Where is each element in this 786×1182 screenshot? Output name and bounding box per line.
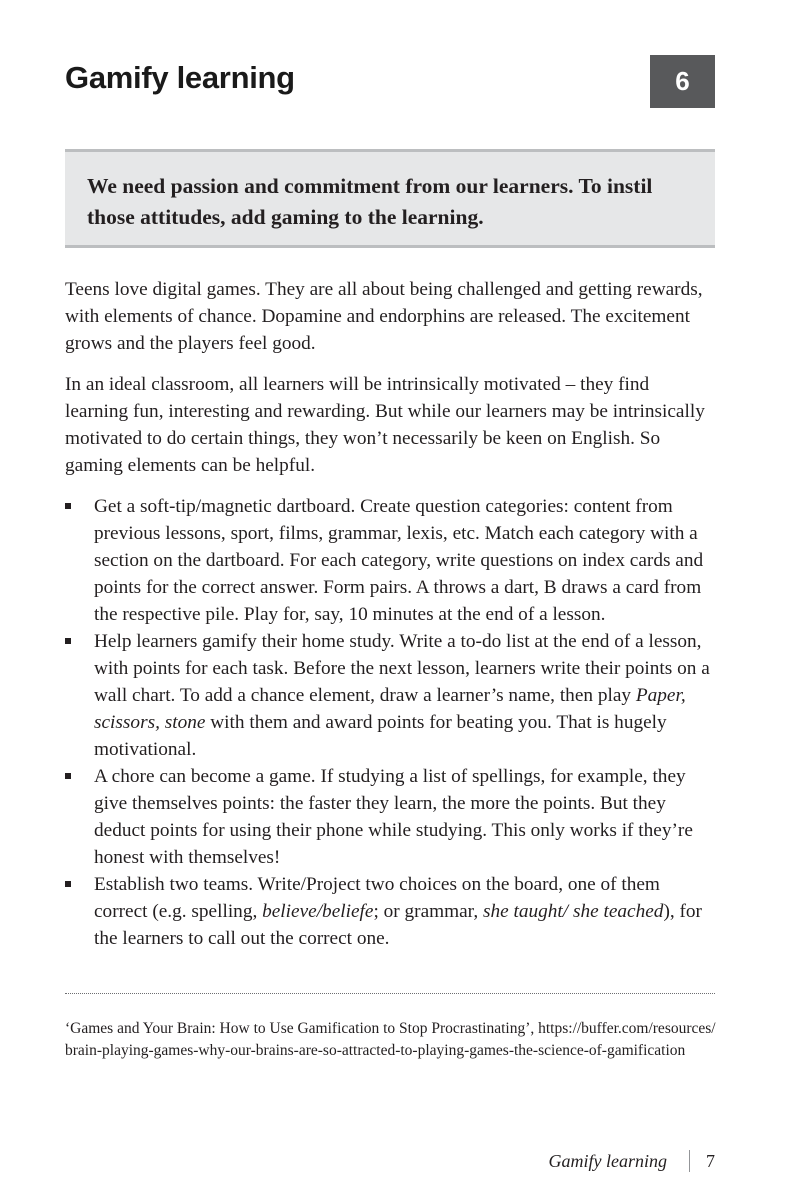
game-title-italic: Paper, scissors, stone	[94, 685, 686, 733]
list-item-text: ), for the learners to call out the correct one.	[94, 901, 702, 949]
page-footer	[549, 1150, 716, 1172]
running-title: Gamify learning	[548, 1150, 667, 1171]
footnote: ‘Games and Your Brain: How to Use Gamification to Stop Procrastinating’, https://buffer.com/resources/brain-playing-games-why-our-brains-are-so-attracted-to-playing-games-the-science-of-gamification	[65, 1020, 716, 1059]
list-item	[65, 871, 717, 952]
list-item-text: A chore can become a game. If studying a list of spellings, for example, they give themselves points: the faster they learn, the more the points. But they deduct points for using their phone while studying. This only works if they’re honest with themselves!	[94, 766, 693, 868]
list-item	[65, 493, 717, 628]
intro-paragraph: Teens love digital games. They are all about being challenged and getting rewards, with elements of chance. Dopamine and endorphins are released. The excitement grows and the players feel good.	[65, 279, 703, 354]
list-item	[65, 628, 717, 763]
page-title: Gamify learning	[65, 60, 295, 95]
bullet-square-icon	[65, 503, 71, 509]
body-text	[65, 276, 717, 952]
activity-list	[65, 493, 717, 952]
page-number: 7	[706, 1150, 715, 1171]
bullet-square-icon	[65, 773, 71, 779]
bullet-square-icon	[65, 881, 71, 887]
footnote-divider	[65, 993, 715, 994]
chapter-number-badge: 6	[650, 55, 715, 108]
bullet-square-icon	[65, 638, 71, 644]
summary-callout: We need passion and commitment from our learners. To instil those attitudes, add gaming to the learning.	[65, 149, 715, 248]
list-item-text: Establish two teams. Write/Project two choices on the board, one of them correct (e.g. spelling,	[94, 874, 660, 922]
list-item-text: Help learners gamify their home study. Write a to-do list at the end of a lesson, with points for each task. Before the next lesson, learners write their points on a wall chart. To add a chance element, draw a learner’s name, then play	[94, 631, 710, 706]
list-item-text: Get a soft-tip/magnetic dartboard. Create question categories: content from previous lessons, sport, films, grammar, lexis, etc. Match each category with a section on the dartboard. For each category, write questions on index cards and points for the correct answer. Form pairs. A throws a dart, B draws a card from the respective pile. Play for, say, 10 minutes at the end of a lesson.	[94, 496, 704, 625]
motivation-paragraph: In an ideal classroom, all learners will be intrinsically motivated – they find learning fun, interesting and rewarding. But while our learners may be intrinsically motivated to do certain things, they won’t necessarily be keen on English. So gaming elements can be helpful.	[65, 374, 705, 476]
list-item-text: ; or grammar,	[373, 901, 483, 922]
spelling-example-italic: believe/beliefe	[262, 901, 374, 922]
list-item-text: with them and award points for beating you. That is hugely motivational.	[94, 712, 667, 760]
footer-divider	[689, 1150, 690, 1172]
list-item	[65, 763, 717, 871]
grammar-example-italic: she taught/ she teached	[482, 901, 664, 922]
